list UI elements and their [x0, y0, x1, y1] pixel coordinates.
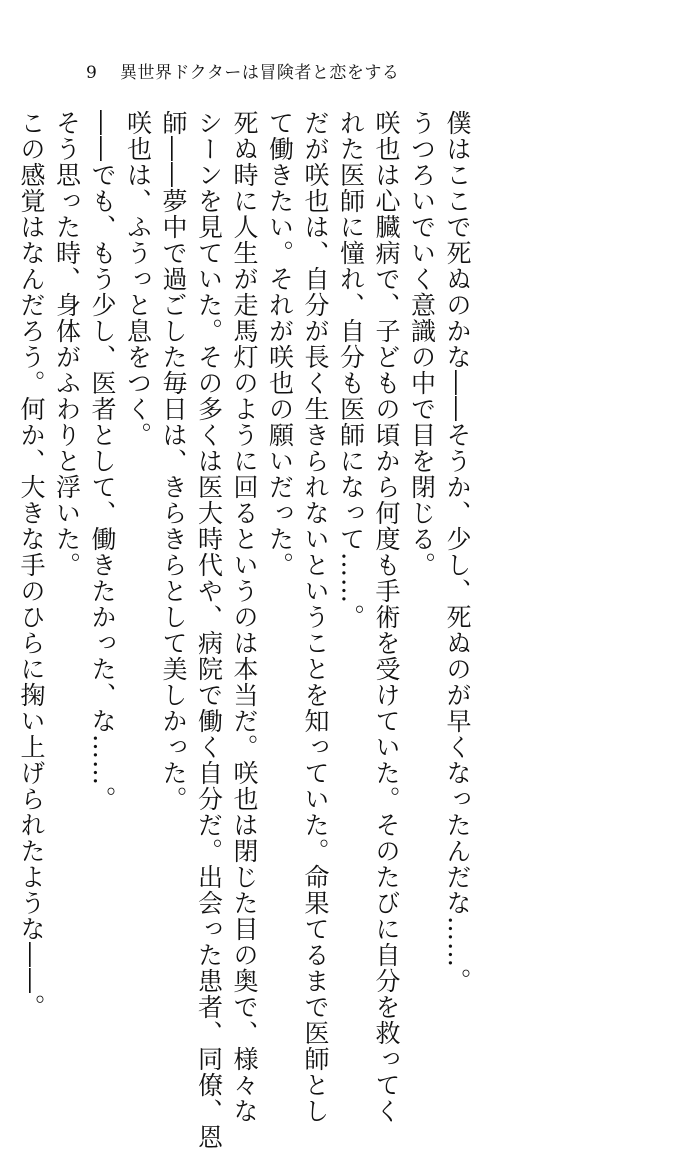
text-line: 僕はここで死ぬのかな――そうか、少し、死ぬのが早くなったんだな……。	[443, 110, 472, 994]
text-line: そう思った時、身体がふわりと浮いた。	[52, 110, 82, 578]
text-line: この感覚はなんだろう。何か、大きな手のひらに掬い上げられたような――。	[17, 110, 46, 1020]
text-line: シーンを見ていた。その多くは医大時代や、病院で働く自分だ。出会った患者、同僚、恩	[194, 110, 224, 1150]
text-line: て働きたい。それが咲也の願いだった。	[265, 110, 295, 578]
page-number: 9	[86, 63, 98, 83]
text-line: 死ぬ時に人生が走馬灯のように回るというのは本当だ。咲也は閉じた目の奥で、様々な	[230, 110, 259, 1124]
running-header	[86, 58, 399, 83]
text-line: 咲也は、ふうっと息をつく。	[123, 110, 153, 448]
text-line: 師――夢中で過ごした毎日は、きらきらとして美しかった。	[159, 110, 188, 812]
text-line: 咲也は心臓病で、子どもの頃から何度も手術を受けていた。そのたびに自分を救ってく	[372, 110, 401, 1124]
text-line: ――でも、もう少し、医者として、働きたかった、な……。	[88, 110, 117, 812]
body-text	[14, 110, 476, 1150]
text-line: うつろいでいく意識の中で目を閉じる。	[407, 110, 437, 578]
book-title: 異世界ドクターは冒険者と恋をする	[120, 63, 400, 83]
text-line: だが咲也は、自分が長く生きられないということを知っていた。命果てるまで医師とし	[301, 110, 330, 1124]
text-line: れた医師に憧れ、自分も医師になって……。	[336, 110, 366, 630]
